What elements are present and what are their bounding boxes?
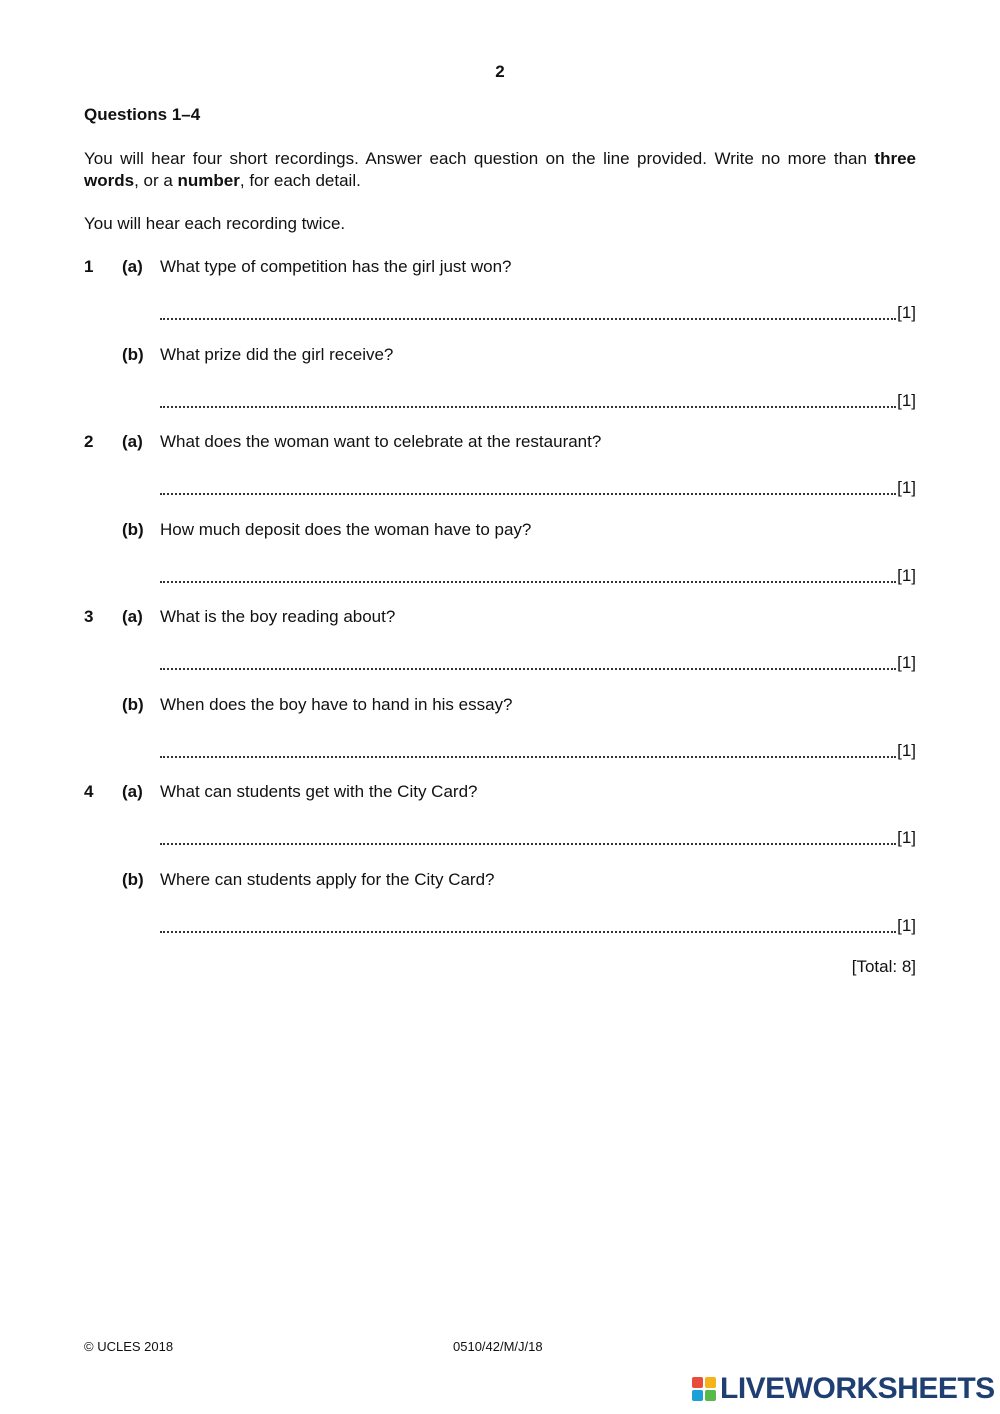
question-part-label: (b) — [122, 345, 144, 364]
footer-code: 0510/42/M/J/18 — [453, 1339, 543, 1354]
answer-field-4b[interactable] — [160, 913, 896, 933]
liveworksheets-logo-icon — [692, 1377, 716, 1401]
answer-line — [160, 563, 916, 586]
mark-label: [1] — [897, 303, 916, 322]
liveworksheets-brand[interactable] — [692, 1373, 995, 1405]
repeat-note: You will hear each recording twice. — [84, 214, 346, 233]
mark-label: [1] — [897, 566, 916, 585]
question-number: 3 — [84, 607, 94, 626]
answer-line — [160, 300, 916, 323]
question-part-label: (a) — [122, 257, 143, 276]
question-text: When does the boy have to hand in his essay? — [160, 695, 513, 714]
question-part-label: (b) — [122, 870, 144, 889]
answer-field-1b[interactable] — [160, 388, 896, 408]
answer-line — [160, 825, 916, 848]
answer-line — [160, 738, 916, 761]
answer-line — [160, 913, 916, 936]
answer-field-2a[interactable] — [160, 475, 896, 495]
question-part-label: (a) — [122, 782, 143, 801]
mark-label: [1] — [897, 741, 916, 760]
question-text: What prize did the girl receive? — [160, 345, 394, 364]
section-title: Questions 1–4 — [84, 105, 201, 124]
answer-line — [160, 388, 916, 411]
mark-label: [1] — [897, 828, 916, 847]
brand-text: LIVEWORKSHEETS — [720, 1372, 995, 1405]
answer-field-3a[interactable] — [160, 650, 896, 670]
instructions-bold-2: number — [177, 171, 240, 190]
question-text: What can students get with the City Card? — [160, 782, 478, 801]
logo-square-3 — [692, 1390, 703, 1401]
question-number: 4 — [84, 782, 94, 801]
logo-square-2 — [705, 1377, 716, 1388]
question-text: What does the woman want to celebrate at the restaurant? — [160, 432, 602, 451]
page-number: 2 — [495, 62, 505, 81]
question-text: What is the boy reading about? — [160, 607, 396, 626]
question-part-label: (b) — [122, 520, 144, 539]
mark-label: [1] — [897, 916, 916, 935]
question-text: What type of competition has the girl just won? — [160, 257, 512, 276]
question-part-label: (a) — [122, 432, 143, 451]
answer-field-4a[interactable] — [160, 825, 896, 845]
mark-label: [1] — [897, 391, 916, 410]
instructions-text-3: , for each detail. — [239, 171, 361, 190]
answer-field-3b[interactable] — [160, 738, 896, 758]
question-text: How much deposit does the woman have to pay? — [160, 520, 532, 539]
mark-label: [1] — [897, 653, 916, 672]
instructions — [84, 148, 916, 192]
question-part-label: (b) — [122, 695, 144, 714]
question-part-label: (a) — [122, 607, 143, 626]
instructions-text-1: You will hear four short recordings. Answer each question on the line provided. Write no more than — [84, 149, 875, 168]
answer-line — [160, 650, 916, 673]
footer-copyright: © UCLES 2018 — [84, 1339, 174, 1354]
question-number: 1 — [84, 257, 94, 276]
logo-square-1 — [692, 1377, 703, 1388]
answer-field-1a[interactable] — [160, 300, 896, 320]
answer-line — [160, 475, 916, 498]
answer-field-2b[interactable] — [160, 563, 896, 583]
mark-label: [1] — [897, 478, 916, 497]
question-text: Where can students apply for the City Card? — [160, 870, 495, 889]
total-marks: [Total: 8] — [851, 957, 916, 976]
instructions-text-2: , or a — [134, 171, 178, 190]
instructions-bold-1: three words — [84, 149, 916, 190]
question-number: 2 — [84, 432, 94, 451]
logo-square-4 — [705, 1390, 716, 1401]
